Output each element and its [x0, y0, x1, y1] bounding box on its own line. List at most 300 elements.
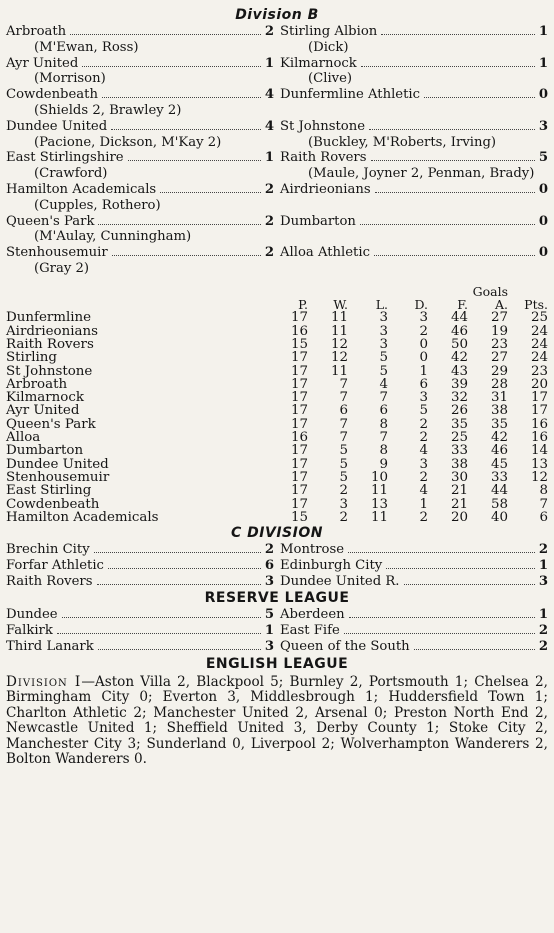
stat-l: 8 — [379, 416, 388, 432]
home-team-name: Raith Rovers — [6, 573, 93, 589]
team-cell — [6, 471, 268, 484]
away-score: 1 — [538, 24, 548, 39]
stat-p: 17 — [290, 376, 308, 392]
team-name: Hamilton Academicals — [6, 509, 159, 525]
home-score: 4 — [264, 87, 274, 103]
away-team-name: Raith Rovers — [280, 150, 367, 166]
fixture-home-row — [6, 56, 274, 72]
stat-p: 16 — [290, 430, 308, 446]
home-score: 2 — [264, 245, 274, 261]
leader-dots — [98, 649, 261, 650]
english-league-heading: ENGLISH LEAGUE — [205, 655, 349, 672]
stat-d: 2 — [419, 509, 428, 525]
away-team-name: Queen of the South — [280, 639, 410, 655]
fixture-away-row — [280, 182, 548, 198]
team-column-header — [6, 298, 268, 311]
away-score: 1 — [538, 55, 548, 71]
leader-dots — [404, 584, 535, 585]
stat-p: 17 — [290, 363, 308, 379]
table-row — [6, 338, 548, 351]
fixture-away-side — [280, 607, 548, 623]
home-team-name: Brechin City — [6, 542, 90, 558]
stat-l: 11 — [370, 509, 388, 525]
stat-d: 2 — [419, 430, 428, 446]
away-team-name: St Johnstone — [280, 118, 366, 134]
team-cell — [6, 511, 268, 524]
home-score: 5 — [264, 607, 274, 623]
leader-dots — [424, 97, 535, 98]
stat-d: 3 — [419, 310, 428, 326]
c-division-results — [6, 542, 548, 589]
fixture-home-side — [6, 24, 274, 56]
stat-f: 21 — [450, 496, 468, 512]
fixture-away-row — [280, 56, 548, 72]
stat-a: 38 — [490, 403, 508, 419]
fixture-home-row — [6, 245, 274, 261]
fixture-home-side — [6, 182, 274, 214]
team-cell — [6, 484, 268, 497]
stat-p: 17 — [290, 403, 308, 419]
stat-l: 8 — [379, 443, 388, 459]
leader-dots — [375, 192, 535, 193]
fixture-away-side — [280, 56, 548, 88]
stat-f: 25 — [450, 430, 468, 446]
stat-a: 42 — [490, 430, 508, 446]
column-header: D. — [414, 297, 428, 313]
team-name: Arbroath — [6, 376, 68, 392]
home-team-name: Hamilton Academicals — [6, 181, 157, 197]
away-score: 0 — [538, 213, 548, 229]
stat-d: 5 — [419, 403, 428, 419]
stat-pts: 14 — [530, 443, 548, 459]
away-team-name: Stirling Albion — [280, 24, 378, 39]
english-league-text — [6, 675, 548, 767]
fixture-away-row — [280, 214, 548, 230]
stat-w: 2 — [339, 483, 348, 499]
leader-dots — [414, 649, 535, 650]
stat-f: 32 — [450, 390, 468, 406]
team-name: Airdrieonians — [6, 323, 98, 339]
leader-dots — [349, 617, 535, 618]
stat-a: 31 — [490, 390, 508, 406]
team-name: Alloa — [6, 430, 41, 446]
column-header: Pts. — [524, 297, 548, 313]
stat-l: 7 — [379, 430, 388, 446]
stat-a: 46 — [490, 443, 508, 459]
fixture-home-side — [6, 542, 274, 558]
fixture-home-row — [6, 87, 274, 103]
stat-w: 7 — [339, 430, 348, 446]
fixture-away-side — [280, 574, 548, 590]
stat-f: 42 — [450, 350, 468, 366]
stat-pts: 16 — [530, 416, 548, 432]
stat-pts: 20 — [530, 376, 548, 392]
table-row — [6, 365, 548, 378]
home-scorers: (Morrison) — [34, 71, 106, 87]
fixture-home-row — [6, 24, 274, 40]
stat-l: 4 — [379, 376, 388, 392]
column-header: F. — [457, 297, 468, 313]
fixture-away-row — [280, 542, 548, 558]
stat-w: 6 — [339, 403, 348, 419]
team-name: Kilmarnock — [6, 390, 84, 406]
away-scorers: (Clive) — [308, 71, 353, 87]
stat-w: 7 — [339, 416, 348, 432]
fixture-away-row — [280, 119, 548, 135]
home-score: 4 — [264, 118, 274, 134]
column-header-row — [6, 298, 548, 311]
stat-f: 38 — [450, 456, 468, 472]
leader-dots — [160, 192, 261, 193]
stat-l: 5 — [379, 363, 388, 379]
fixture-home-row — [6, 607, 274, 623]
fixture-home-side — [6, 639, 274, 655]
fixture-home-side — [6, 150, 274, 182]
team-name: Raith Rovers — [6, 336, 94, 352]
away-scorers: (Maule, Joyner 2, Penman, Brady) — [308, 166, 535, 182]
table-row — [6, 325, 548, 338]
table-row — [6, 431, 548, 444]
home-team-name: Falkirk — [6, 623, 53, 639]
away-score: 2 — [538, 639, 548, 655]
fixture-home-row — [6, 623, 274, 639]
stat-w: 2 — [339, 509, 348, 525]
column-header: P. — [298, 297, 308, 313]
fixture-home-side — [6, 119, 274, 151]
stat-f: 20 — [450, 509, 468, 525]
team-name: Ayr United — [6, 403, 80, 419]
table-row — [6, 444, 548, 457]
away-score: 1 — [538, 557, 548, 573]
stat-p: 17 — [290, 469, 308, 485]
fixture-away-row — [280, 558, 548, 574]
stat-f: 21 — [450, 483, 468, 499]
stat-l: 5 — [379, 350, 388, 366]
fixture-away-side — [280, 639, 548, 655]
fixture-home-side — [6, 245, 274, 277]
stat-a: 40 — [490, 509, 508, 525]
stat-a: 35 — [490, 416, 508, 432]
fixture-away-side — [280, 119, 548, 151]
stat-pts: 24 — [530, 336, 548, 352]
stat-l: 3 — [379, 336, 388, 352]
leader-dots — [369, 129, 535, 130]
home-score: 1 — [264, 623, 274, 639]
team-cell — [6, 378, 268, 391]
stat-d: 6 — [419, 376, 428, 392]
stat-w: 3 — [339, 496, 348, 512]
stat-f: 26 — [450, 403, 468, 419]
leader-dots — [108, 568, 261, 569]
stat-f: 44 — [450, 310, 468, 326]
team-name: Dundee United — [6, 456, 109, 472]
stat-a: 58 — [490, 496, 508, 512]
away-team-name: Edinburgh City — [280, 557, 383, 573]
league-table — [6, 285, 548, 524]
leader-dots — [371, 160, 535, 161]
away-score: 0 — [538, 245, 548, 261]
fixture-away-side — [280, 150, 548, 182]
fixture-home-side — [6, 574, 274, 590]
table-row — [6, 511, 548, 524]
stat-pts: 17 — [530, 403, 548, 419]
home-score: 2 — [264, 181, 274, 197]
team-cell — [6, 351, 268, 364]
team-cell — [6, 498, 268, 511]
leader-dots — [97, 584, 261, 585]
away-team-name: Dumbarton — [280, 213, 356, 229]
stat-f: 39 — [450, 376, 468, 392]
fixture-home-row — [6, 558, 274, 574]
home-score: 1 — [264, 55, 274, 71]
stat-w: 11 — [330, 323, 348, 339]
fixture-home-side — [6, 558, 274, 574]
away-score: 2 — [538, 542, 548, 558]
team-name: Stenhousemuir — [6, 469, 110, 485]
team-cell — [6, 391, 268, 404]
stat-f: 35 — [450, 416, 468, 432]
english-division-label: Division I — [6, 673, 82, 690]
stat-p: 17 — [290, 310, 308, 326]
column-header: L. — [375, 297, 388, 313]
fixture-away-row — [280, 607, 548, 623]
fixture-away-row — [280, 639, 548, 655]
stat-a: 28 — [490, 376, 508, 392]
stat-pts: 24 — [530, 323, 548, 339]
leader-dots — [360, 224, 535, 225]
home-score: 6 — [264, 557, 274, 573]
team-cell — [6, 418, 268, 431]
leader-dots — [128, 160, 261, 161]
division-b-heading: Division B — [235, 7, 319, 23]
column-header: A. — [494, 297, 508, 313]
fixture-away-side — [280, 214, 548, 246]
fixture-home-row — [6, 542, 274, 558]
stat-a: 33 — [490, 469, 508, 485]
stat-pts: 8 — [539, 483, 548, 499]
stat-a: 23 — [490, 336, 508, 352]
stat-d: 1 — [419, 496, 428, 512]
team-name: Dunfermline — [6, 310, 92, 326]
team-cell — [6, 365, 268, 378]
home-team-name: Stenhousemuir — [6, 245, 108, 261]
stat-f: 33 — [450, 443, 468, 459]
stat-d: 3 — [419, 390, 428, 406]
stat-d: 3 — [419, 456, 428, 472]
stat-p: 17 — [290, 456, 308, 472]
stat-l: 10 — [370, 469, 388, 485]
fixture-home-row — [6, 182, 274, 198]
stat-p: 15 — [290, 509, 308, 525]
stat-w: 7 — [339, 376, 348, 392]
fixture-home-row — [6, 574, 274, 590]
away-score: 0 — [538, 87, 548, 103]
leader-dots — [112, 255, 261, 256]
away-score: 2 — [538, 623, 548, 639]
home-scorers: (M'Aulay, Cunningham) — [34, 229, 192, 245]
table-row — [6, 484, 548, 497]
home-scorers: (Cupples, Rothero) — [34, 197, 161, 213]
fixture-home-row — [6, 639, 274, 655]
leader-dots — [111, 129, 261, 130]
fixture-away-row — [280, 87, 548, 103]
stat-w: 12 — [330, 336, 348, 352]
home-team-name: Dundee — [6, 607, 58, 623]
home-score: 1 — [264, 150, 274, 166]
stat-d: 2 — [419, 416, 428, 432]
home-scorers: (Gray 2) — [34, 260, 90, 276]
column-header: W. — [333, 297, 348, 313]
stat-pts: 16 — [530, 430, 548, 446]
stat-w: 11 — [330, 363, 348, 379]
stat-d: 2 — [419, 469, 428, 485]
fixture-away-side — [280, 623, 548, 639]
team-cell — [6, 444, 268, 457]
away-team-name: Kilmarnock — [280, 55, 357, 71]
fixture-home-side — [6, 623, 274, 639]
home-score: 2 — [264, 213, 274, 229]
stat-l: 13 — [370, 496, 388, 512]
team-cell — [6, 431, 268, 444]
stat-a: 44 — [490, 483, 508, 499]
away-team-name: Aberdeen — [280, 607, 345, 623]
fixture-home-row — [6, 214, 274, 230]
away-team-name: Montrose — [280, 542, 345, 558]
stat-p: 17 — [290, 350, 308, 366]
away-team-name: Dundee United R. — [280, 573, 400, 589]
stat-a: 19 — [490, 323, 508, 339]
stat-a: 27 — [490, 310, 508, 326]
fixture-home-row — [6, 150, 274, 166]
away-score: 1 — [538, 607, 548, 623]
fixture-away-row — [280, 574, 548, 590]
home-team-name: Third Lanark — [6, 639, 94, 655]
home-scorers: (M'Ewan, Ross) — [34, 39, 139, 55]
home-scorers: (Pacione, Dickson, M'Kay 2) — [34, 134, 222, 150]
fixture-away-side — [280, 24, 548, 56]
league-table-body — [6, 311, 548, 524]
away-team-name: East Fife — [280, 623, 340, 639]
team-name: Stirling — [6, 350, 57, 366]
home-team-name: Dundee United — [6, 118, 108, 134]
fixture-home-side — [6, 607, 274, 623]
home-score: 3 — [264, 573, 274, 589]
reserve-league-results — [6, 607, 548, 654]
leader-dots — [62, 617, 261, 618]
team-cell — [6, 458, 268, 471]
away-score: 3 — [538, 118, 548, 134]
stat-pts: 25 — [530, 310, 548, 326]
fixture-home-side — [6, 214, 274, 246]
stat-f: 43 — [450, 363, 468, 379]
team-name: Queen's Park — [6, 416, 96, 432]
team-name: Cowdenbeath — [6, 496, 100, 512]
stat-pts: 13 — [530, 456, 548, 472]
stat-d: 0 — [419, 336, 428, 352]
table-row — [6, 418, 548, 431]
english-results: —Aston Villa 2, Blackpool 5; Burnley 2, Portsmouth 1; Chelsea 2, Birmingham City 0; Everton 3, Middlesbrough 1; Huddersfield Town 1; Charlton Athletic 2; Manchester United 2, Arsenal 0; Preston North End 2, Newcastle United 1; Sheffield United 3, Derby County 1; Stoke City 2, Manchester City 3; Sunderland 0, Liverpool 2; Wolverhampton Wanderers 2, Bolton Wanderers 0. — [6, 673, 549, 767]
home-scorers: (Shields 2, Brawley 2) — [34, 102, 182, 118]
stat-l: 3 — [379, 323, 388, 339]
stat-d: 4 — [419, 443, 428, 459]
stat-a: 45 — [490, 456, 508, 472]
stat-pts: 24 — [530, 350, 548, 366]
home-team-name: Ayr United — [6, 55, 79, 71]
stat-f: 30 — [450, 469, 468, 485]
table-row — [6, 498, 548, 511]
fixture-away-side — [280, 558, 548, 574]
table-row — [6, 471, 548, 484]
away-team-name: Alloa Athletic — [280, 245, 370, 261]
stat-f: 46 — [450, 323, 468, 339]
leader-dots — [102, 97, 261, 98]
stat-p: 15 — [290, 336, 308, 352]
stat-pts: 6 — [539, 509, 548, 525]
home-team-name: Arbroath — [6, 24, 67, 39]
away-score: 3 — [538, 573, 548, 589]
home-team-name: East Stirlingshire — [6, 150, 124, 166]
leader-dots — [70, 34, 261, 35]
c-division-heading: C DIVISION — [231, 525, 323, 542]
stat-l: 3 — [379, 310, 388, 326]
away-scorers: (Buckley, M'Roberts, Irving) — [308, 134, 497, 150]
home-team-name: Queen's Park — [6, 213, 95, 229]
stat-p: 17 — [290, 496, 308, 512]
stat-w: 7 — [339, 390, 348, 406]
stat-p: 17 — [290, 443, 308, 459]
stat-d: 2 — [419, 323, 428, 339]
team-name: Dumbarton — [6, 443, 84, 459]
home-team-name: Cowdenbeath — [6, 87, 98, 103]
stat-pts: 12 — [530, 469, 548, 485]
home-team-name: Forfar Athletic — [6, 557, 104, 573]
fixture-home-side — [6, 87, 274, 119]
table-row — [6, 404, 548, 417]
home-score: 3 — [264, 639, 274, 655]
stat-p: 17 — [290, 483, 308, 499]
team-cell — [6, 404, 268, 417]
table-row — [6, 351, 548, 364]
fixture-away-row — [280, 150, 548, 166]
fixture-away-side — [280, 542, 548, 558]
leader-dots — [57, 633, 261, 634]
stat-l: 11 — [370, 483, 388, 499]
table-row — [6, 391, 548, 404]
fixture-away-row — [280, 623, 548, 639]
team-cell — [6, 311, 268, 324]
leader-dots — [82, 66, 261, 67]
stat-f: 50 — [450, 336, 468, 352]
stat-d: 1 — [419, 363, 428, 379]
leader-dots — [386, 568, 535, 569]
home-score: 2 — [264, 542, 274, 558]
stat-d: 4 — [419, 483, 428, 499]
fixture-away-row — [280, 24, 548, 40]
fixture-away-side — [280, 182, 548, 214]
team-name: St Johnstone — [6, 363, 93, 379]
team-cell — [6, 338, 268, 351]
stat-pts: 23 — [530, 363, 548, 379]
stat-p: 16 — [290, 323, 308, 339]
division-b-results — [6, 24, 548, 277]
away-team-name: Dunfermline Athletic — [280, 87, 420, 103]
team-name: East Stirling — [6, 483, 92, 499]
away-scorers: (Dick) — [308, 39, 349, 55]
away-score: 0 — [538, 181, 548, 197]
home-scorers: (Crawford) — [34, 166, 108, 182]
table-row — [6, 311, 548, 324]
stat-p: 17 — [290, 390, 308, 406]
